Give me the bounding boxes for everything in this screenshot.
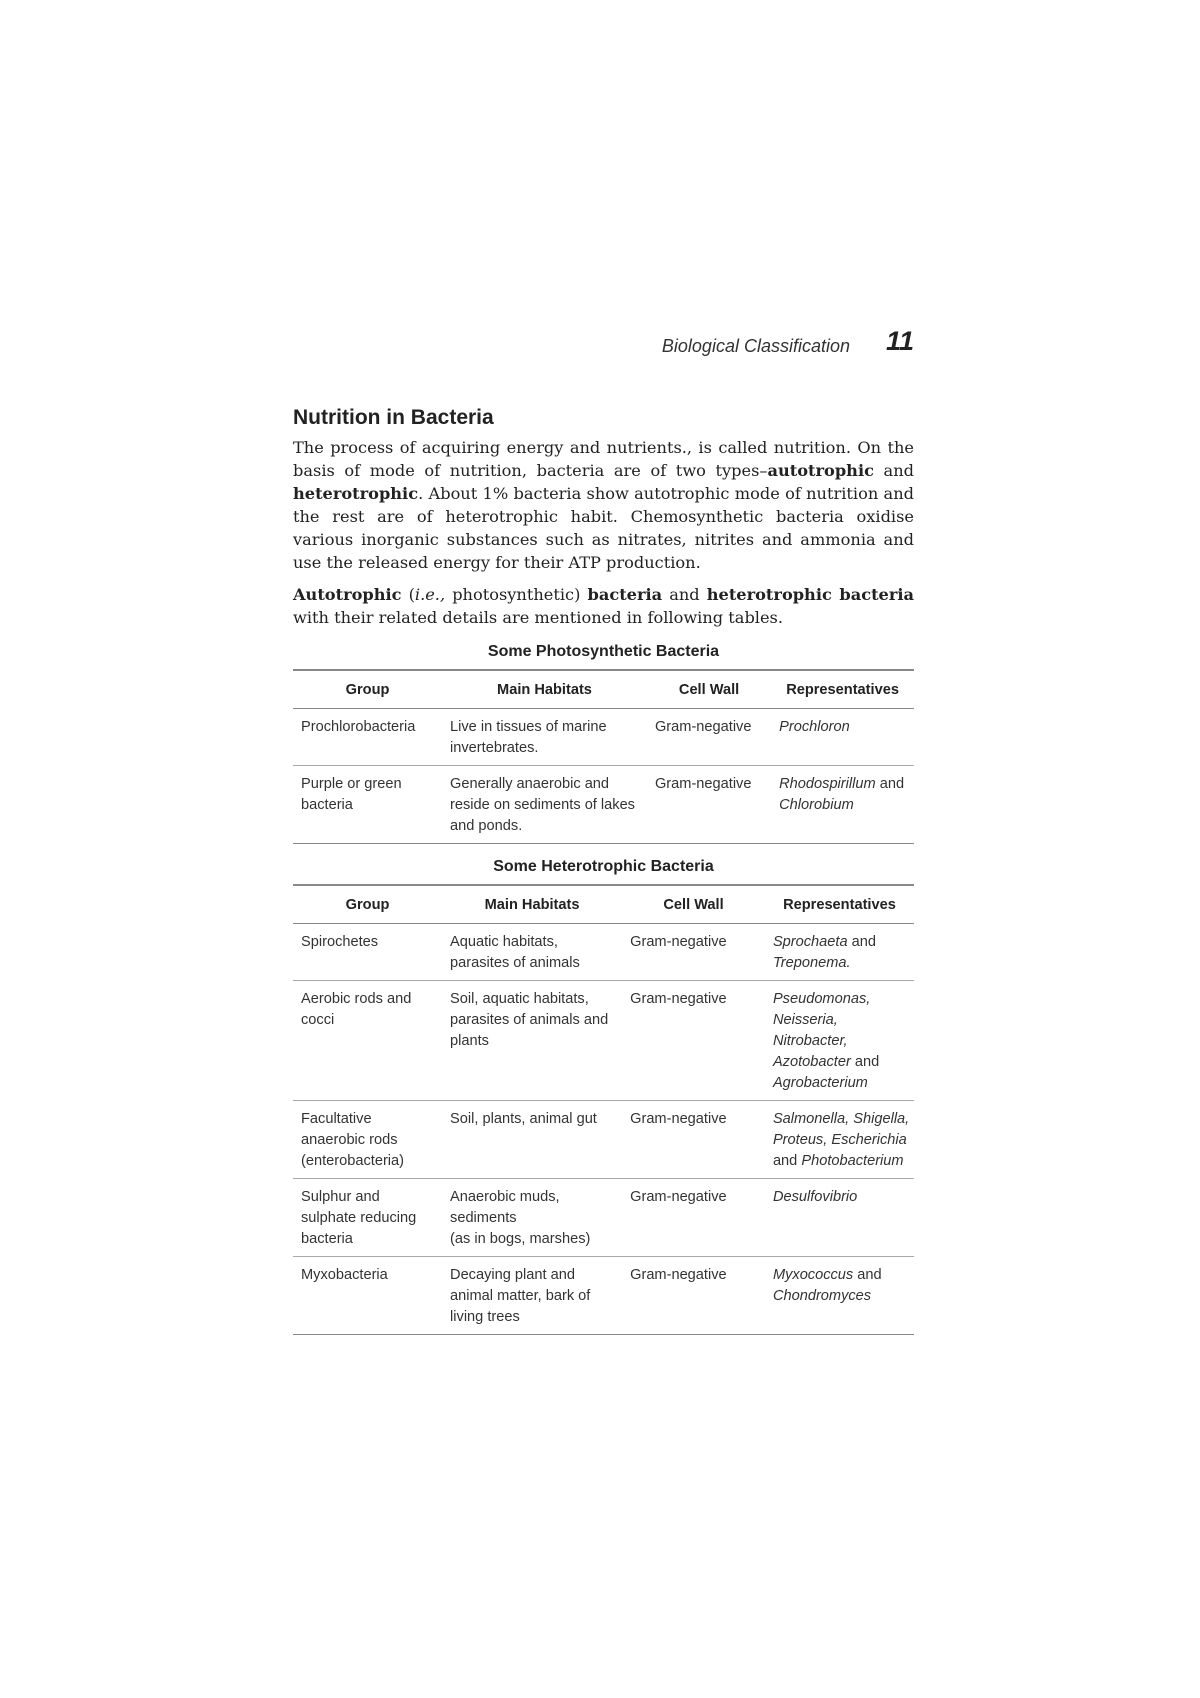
rep-and: and — [879, 776, 905, 792]
rep-name: Salmonella, Shigella, Proteus, Escherichia — [772, 1111, 910, 1148]
rep-name: Sprochaeta — [772, 934, 848, 950]
heterotrophic-table — [293, 884, 914, 1335]
page-number: 11 — [885, 326, 914, 356]
table-row — [293, 1179, 914, 1257]
rep-name: Treponema. — [772, 955, 851, 971]
cell-cell-wall: Gram-negative — [654, 776, 752, 792]
cell-representatives — [771, 709, 914, 766]
cell-group: Purple or green bacteria — [301, 776, 402, 813]
cell-representatives — [765, 1179, 914, 1257]
cell-representatives — [771, 766, 914, 844]
cell-habitat: Soil, aquatic habitats, parasites of animals and plants — [442, 981, 622, 1101]
para1-text-2: and — [873, 461, 914, 480]
table-row — [293, 924, 914, 981]
paragraph-nutrition — [293, 436, 914, 574]
cell-habitat: Aquatic habitats, parasites of animals — [442, 924, 622, 981]
term-autotrophic-cap: Autotrophic — [293, 585, 402, 604]
table-row — [293, 981, 914, 1101]
table-row — [293, 766, 914, 844]
cell-group: Spirochetes — [293, 924, 442, 981]
rep-name: Chlorobium — [779, 797, 854, 813]
rep-and: and — [854, 1054, 880, 1070]
cell-cell-wall: Gram-negative — [622, 1101, 765, 1179]
cell-group: Myxobacteria — [301, 1267, 388, 1283]
cell-group: Facultative anaerobic rods (enterobacteria) — [293, 1101, 442, 1179]
running-title: Biological Classification — [661, 336, 850, 356]
section-title: Nutrition in Bacteria — [293, 406, 494, 429]
running-head — [293, 322, 914, 356]
cell-habitat — [442, 1179, 622, 1257]
rep-name: Pseudomonas, Neisseria, Nitrobacter, Azotobacter — [772, 991, 871, 1070]
para2-text-2: photosynthetic) — [445, 585, 588, 604]
rep-and: and — [857, 1267, 882, 1283]
cell-cell-wall: Gram-negative — [630, 1267, 727, 1283]
rep-name: Myxococcus — [772, 1267, 854, 1283]
table-header-row — [293, 670, 914, 709]
cell-group: Sulphur and sulphate reducing bacteria — [293, 1179, 442, 1257]
term-heterotrophic-bacteria: heterotrophic bacteria — [706, 585, 915, 604]
cell-representatives — [765, 1257, 914, 1335]
col-header-representatives: Representatives — [765, 885, 914, 924]
rep-name: Desulfovibrio — [772, 1189, 858, 1205]
cell-representatives — [765, 1101, 914, 1179]
cell-cell-wall: Gram-negative — [622, 924, 765, 981]
col-header-group: Group — [293, 885, 442, 924]
table-row — [293, 1101, 914, 1179]
col-header-cell-wall: Cell Wall — [647, 670, 771, 709]
cell-cell-wall: Gram-negative — [622, 981, 765, 1101]
cell-habitat: Generally anaerobic and reside on sediments of lakes and ponds. — [450, 776, 635, 834]
cell-representatives — [765, 981, 914, 1101]
para1-text-3: . About 1% bacteria show autotrophic mode of nutrition and the rest are of heterotrophic habit. Chemosynthetic bacteria oxidise various inorganic substances such as nitrates, nitrites and ammonia and use the released energy for their ATP production. — [293, 484, 914, 572]
table-row — [293, 1257, 914, 1335]
rep-name: Prochloron — [779, 719, 850, 735]
page — [293, 322, 914, 1335]
rep-name: Rhodospirillum — [779, 776, 876, 792]
heterotrophic-table-caption: Some Heterotrophic Bacteria — [493, 858, 714, 875]
para1-text-1: The process of acquiring energy and nutrients., is called nutrition. On the basis of mode of nutrition, bacteria are of two types– — [293, 438, 914, 480]
cell-cell-wall: Gram-negative — [622, 1179, 765, 1257]
term-heterotrophic: heterotrophic — [293, 484, 419, 503]
table-row — [293, 709, 914, 766]
cell-representatives — [765, 924, 914, 981]
term-autotrophic: autotrophic — [767, 461, 874, 480]
col-header-cell-wall: Cell Wall — [622, 885, 765, 924]
para2-ie: i.e., — [414, 585, 446, 604]
col-header-representatives: Representatives — [771, 670, 914, 709]
habitat-line: Anaerobic muds, sediments — [450, 1189, 560, 1226]
photosynthetic-table — [293, 669, 914, 844]
col-header-group: Group — [293, 670, 442, 709]
col-header-habitats: Main Habitats — [442, 670, 647, 709]
cell-habitat: Decaying plant and animal matter, bark of living trees — [450, 1267, 591, 1325]
photosynthetic-table-caption: Some Photosynthetic Bacteria — [487, 643, 720, 660]
term-bacteria: bacteria — [587, 585, 663, 604]
rep-and: and — [772, 1153, 798, 1169]
cell-habitat: Soil, plants, animal gut — [442, 1101, 622, 1179]
para2-text-4: with their related details are mentioned in following tables. — [293, 608, 784, 627]
table-header-row — [293, 885, 914, 924]
col-header-habitats: Main Habitats — [442, 885, 622, 924]
cell-cell-wall: Gram-negative — [647, 709, 771, 766]
rep-and: and — [851, 934, 877, 950]
cell-group: Prochlorobacteria — [293, 709, 442, 766]
cell-group: Aerobic rods and cocci — [293, 981, 442, 1101]
cell-habitat: Live in tissues of marine invertebrates. — [442, 709, 647, 766]
rep-name: Photobacterium — [801, 1153, 904, 1169]
para2-text-1: ( — [401, 585, 415, 604]
rep-name: Chondromyces — [772, 1288, 872, 1304]
rep-name: Agrobacterium — [772, 1075, 868, 1091]
paragraph-tables-intro — [293, 583, 914, 629]
para2-text-3: and — [662, 585, 707, 604]
habitat-line: (as in bogs, marshes) — [450, 1231, 591, 1247]
